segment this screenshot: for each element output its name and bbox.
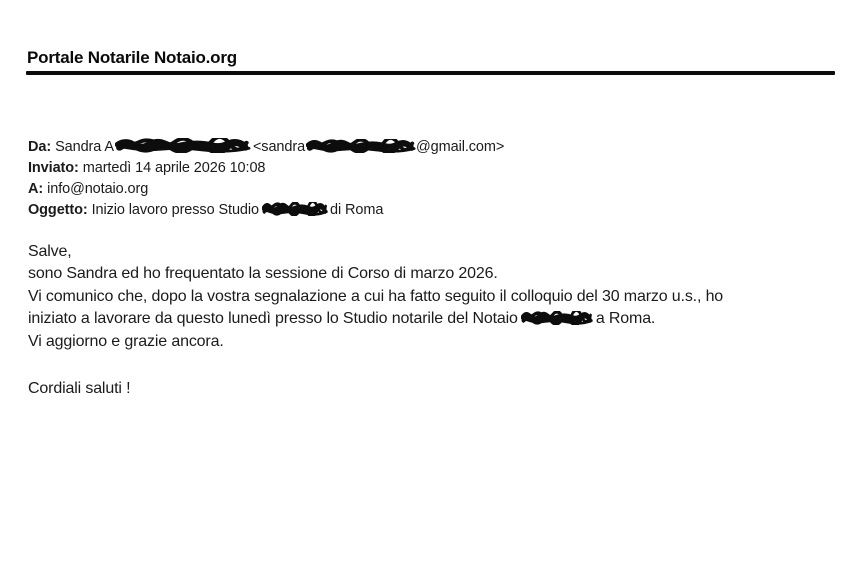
body-line-4-after: a Roma. [595,310,656,328]
body-greeting: Salve, [28,243,72,260]
body-line-4 [28,308,723,330]
email-meta-block [28,137,504,221]
redaction-notary-name [521,311,593,325]
redaction-sender-surname [115,138,251,153]
sender-name-visible: Sandra A [55,139,114,155]
subject-label: Oggetto: [28,202,88,218]
to-label: A: [28,181,44,197]
from-label: Da: [28,139,52,155]
to-value: info@notaio.org [47,181,149,197]
redaction-studio-name [262,202,328,216]
paragraph-spacer [28,353,723,378]
letterhead-divider-rule [26,71,835,75]
meta-from-line [28,137,504,158]
meta-subject-line [28,200,504,221]
subject-text-before: Inizio lavoro presso Studio [91,202,259,218]
sender-email-suffix: @gmail.com> [416,139,505,155]
email-body-block [28,241,723,400]
meta-sent-line [28,158,504,179]
body-line-3: Vi comunico che, dopo la vostra segnalazione a cui ha fatto seguito il colloquio del 30 marzo u.s., ho [28,287,724,305]
sent-value: martedì 14 aprile 2026 10:08 [82,160,266,176]
subject-text-after: di Roma [329,202,384,218]
body-closing: Cordiali saluti ! [28,380,131,398]
letterhead-title: Portale Notarile Notaio.org [27,48,237,67]
body-line-2: sono Sandra ed ho frequentato la sessione di Corso di marzo 2026. [28,265,498,283]
body-line-5: Vi aggiorno e grazie ancora. [28,332,224,350]
redaction-sender-email-local [306,139,416,153]
sent-label: Inviato: [28,160,79,176]
meta-to-line [28,179,504,200]
body-line-4-before: iniziato a lavorare da questo lunedì presso lo Studio notarile del Notaio [28,310,518,328]
sender-email-prefix: <sandra [252,139,306,155]
